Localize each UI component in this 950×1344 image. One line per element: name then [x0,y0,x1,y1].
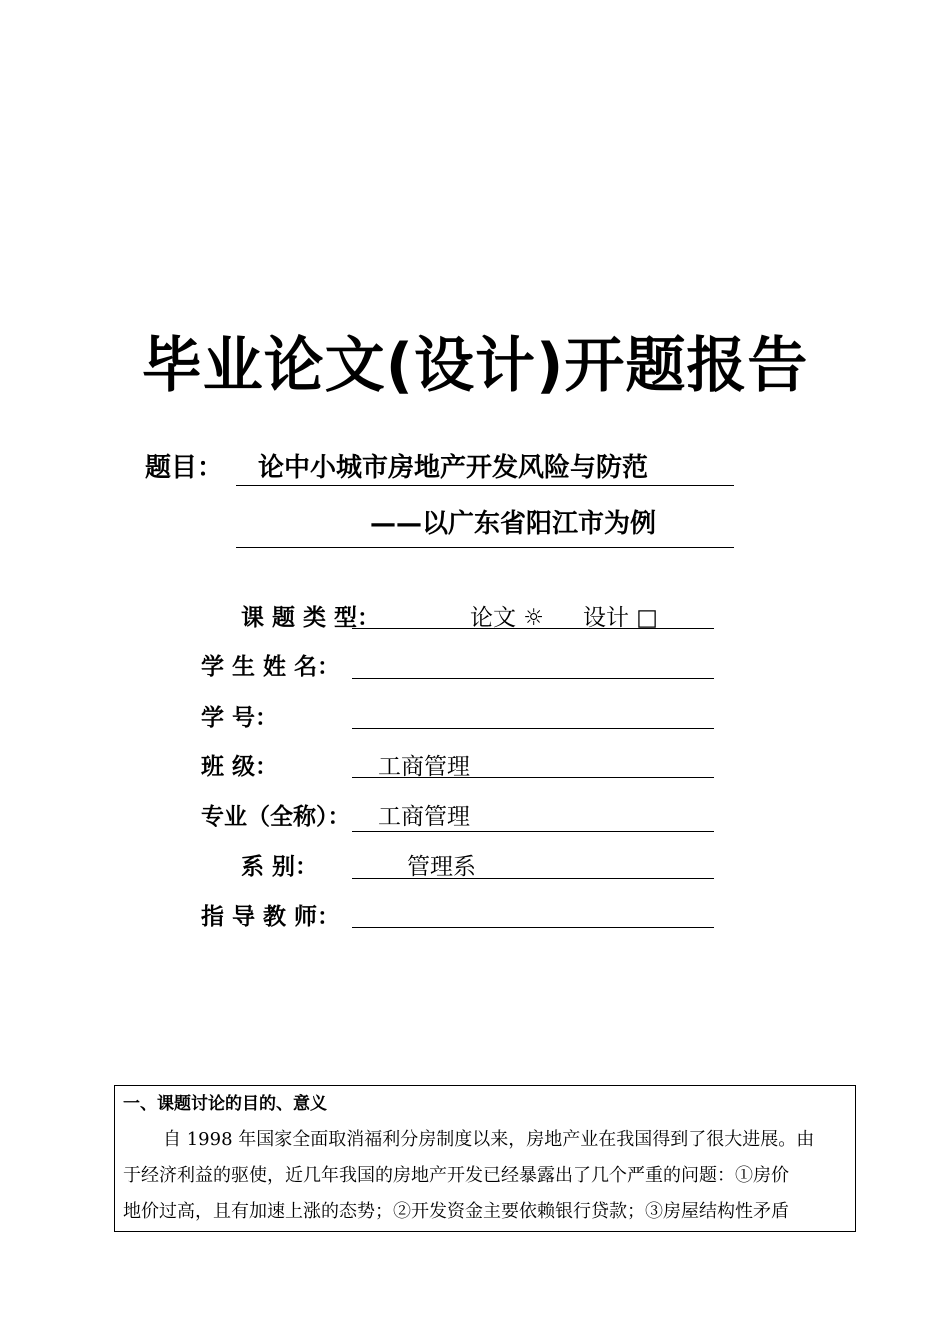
class-underline [352,777,714,778]
major-underline [352,831,714,832]
student-no-label: 学 号： [201,705,279,731]
major-label: 专业（全称）： [201,804,351,830]
section-purpose-box [114,1085,856,1232]
class-value: 工商管理 [378,754,470,780]
student-no-underline [352,728,714,729]
paragraph-line-1: 自 1998 年国家全面取消福利分房制度以来，房地产业在我国得到了很大进展。由 [163,1129,815,1150]
dept-underline [352,878,714,879]
topic-underline-2 [236,547,734,548]
type-option-thesis: 论文 ☼ [470,605,544,631]
advisor-label: 指 导 教 师： [201,904,341,930]
type-option-design: 设计 □ [583,605,659,631]
topic-underline-1 [236,485,734,486]
advisor-underline [352,927,714,928]
dept-value: 管理系 [407,854,476,880]
student-name-label: 学 生 姓 名： [201,654,341,680]
major-value: 工商管理 [378,804,470,830]
section-heading: 一、课题讨论的目的、意义 [123,1094,327,1114]
paragraph-line-2: 于经济利益的驱使，近几年我国的房地产开发已经暴露出了几个严重的问题：①房价 [123,1165,789,1186]
topic-line-2: ——以广东省阳江市为例 [370,509,657,539]
document-title: 毕业论文(设计)开题报告 [141,331,809,401]
type-label: 课 题 类 型： [241,605,381,631]
type-underline [352,628,714,629]
dept-label: 系 别： [241,854,319,880]
class-label: 班 级： [201,754,279,780]
topic-label: 题目： [145,453,224,483]
paragraph-line-3: 地价过高，且有加速上涨的态势；②开发资金主要依赖银行贷款；③房屋结构性矛盾 [123,1201,789,1222]
topic-line-1: 论中小城市房地产开发风险与防范 [258,453,649,483]
student-name-underline [352,678,714,679]
